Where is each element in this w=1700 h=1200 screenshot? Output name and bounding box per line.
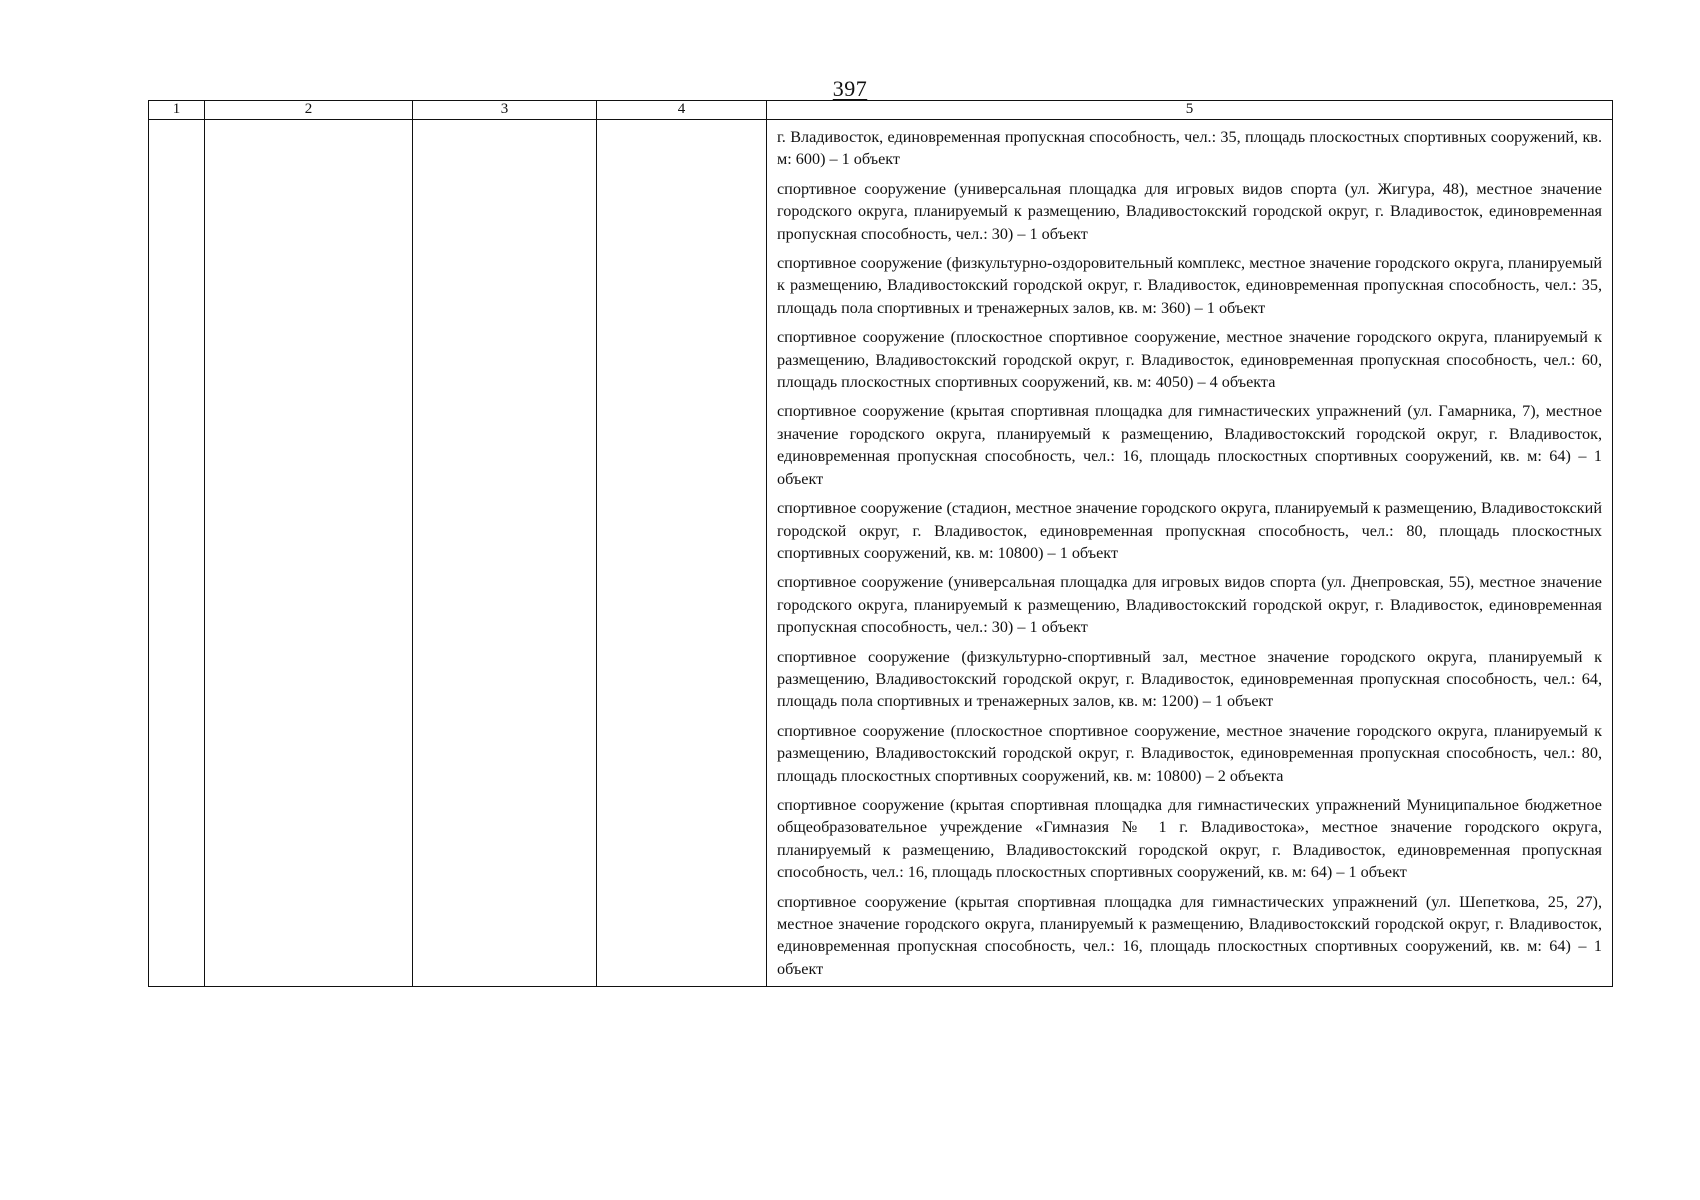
- entry-paragraph: спортивное сооружение (крытая спортивная площадка для гимнастических упражнений (ул. Шепеткова, 25, 27), местное значение городского округа, планируемый к размещению, Владивостокский городской округ, г. Владивосток, единовременная пропускная способность, чел.: 16, площадь плоскостных спортивных сооружений, кв. м: 64) – 1 объект: [777, 892, 1602, 978]
- entry-paragraph: спортивное сооружение (плоскостное спортивное сооружение, местное значение городского округа, планируемый к размещению, Владивостокский городской округ, г. Владивосток, единовременная пропускная способность, чел.: 80, площадь плоскостных спортивных сооружений, кв. м: 10800) – 2 объекта: [777, 721, 1602, 785]
- cell-col-4: [597, 120, 767, 987]
- entry-paragraph: спортивное сооружение (универсальная площадка для игровых видов спорта (ул. Днепровская, 55), местное значение городского округа, планируемый к размещению, Владивостокский городской округ, г. Владивосток, единовременная пропускная способность, чел.: 30) – 1 объект: [777, 573, 1602, 637]
- cell-col-1: [149, 120, 205, 987]
- entry-paragraph: спортивное сооружение (плоскостное спортивное сооружение, местное значение городского округа, планируемый к размещению, Владивостокский городской округ, г. Владивосток, единовременная пропускная способность, чел.: 60, площадь плоскостных спортивных сооружений, кв. м: 4050) – 4 объекта: [777, 328, 1602, 392]
- cell-col-3: [413, 120, 597, 987]
- column-header-2: 2: [205, 101, 413, 120]
- column-header-3: 3: [413, 101, 597, 120]
- column-header-4: 4: [597, 101, 767, 120]
- cell-col-5: [767, 120, 1613, 987]
- entry-paragraph: г. Владивосток, единовременная пропускная способность, чел.: 35, площадь плоскостных спортивных сооружений, кв. м: 600) – 1 объект: [777, 128, 1602, 169]
- entry-paragraph: спортивное сооружение (физкультурно-спортивный зал, местное значение городского округа, планируемый к размещению, Владивостокский городской округ, г. Владивосток, единовременная пропускная способность, чел.: 64, площадь пола спортивных и тренажерных залов, кв. м: 1200) – 1 объект: [777, 647, 1602, 711]
- table-header-row: [149, 101, 1613, 120]
- document-table-container: [148, 100, 1612, 987]
- entry-paragraph: спортивное сооружение (универсальная площадка для игровых видов спорта (ул. Жигура, 48), местное значение городского округа, планируемый к размещению, Владивостокский городской округ, г. Владивосток, единовременная пропускная способность, чел.: 30) – 1 объект: [777, 179, 1602, 243]
- column-header-5: 5: [767, 101, 1613, 120]
- cell-col-2: [205, 120, 413, 987]
- page-number-text: 397: [832, 76, 868, 101]
- column-header-1: 1: [149, 101, 205, 120]
- entry-paragraph: спортивное сооружение (крытая спортивная площадка для гимнастических упражнений Муниципальное бюджетное общеобразовательное учреждение «Гимназия № 1 г. Владивостока», местное значение городского округа, планируемый к размещению, Владивостокский городской округ, г. Владивосток, единовременная пропускная способность, чел.: 16, площадь плоскостных спортивных сооружений, кв. м: 64) – 1 объект: [777, 795, 1602, 882]
- entry-paragraph: спортивное сооружение (крытая спортивная площадка для гимнастических упражнений (ул. Гамарника, 7), местное значение городского округа, планируемый к размещению, Владивостокский городской округ, г. Владивосток, единовременная пропускная способность, чел.: 16, площадь плоскостных спортивных сооружений, кв. м: 64) – 1 объект: [777, 402, 1602, 488]
- entry-paragraph: спортивное сооружение (физкультурно-оздоровительный комплекс, местное значение городского округа, планируемый к размещению, Владивостокский городской округ, г. Владивосток, единовременная пропускная способность, чел.: 35, площадь пола спортивных и тренажерных залов, кв. м: 360) – 1 объект: [777, 254, 1602, 317]
- entry-paragraph: спортивное сооружение (стадион, местное значение городского округа, планируемый к размещению, Владивостокский городской округ, г. Владивосток, единовременная пропускная способность, чел.: 80, площадь плоскостных спортивных сооружений, кв. м: 10800) – 1 объект: [777, 499, 1602, 562]
- document-table: [148, 100, 1613, 987]
- page-number: [0, 76, 1700, 102]
- table-row: [149, 120, 1613, 987]
